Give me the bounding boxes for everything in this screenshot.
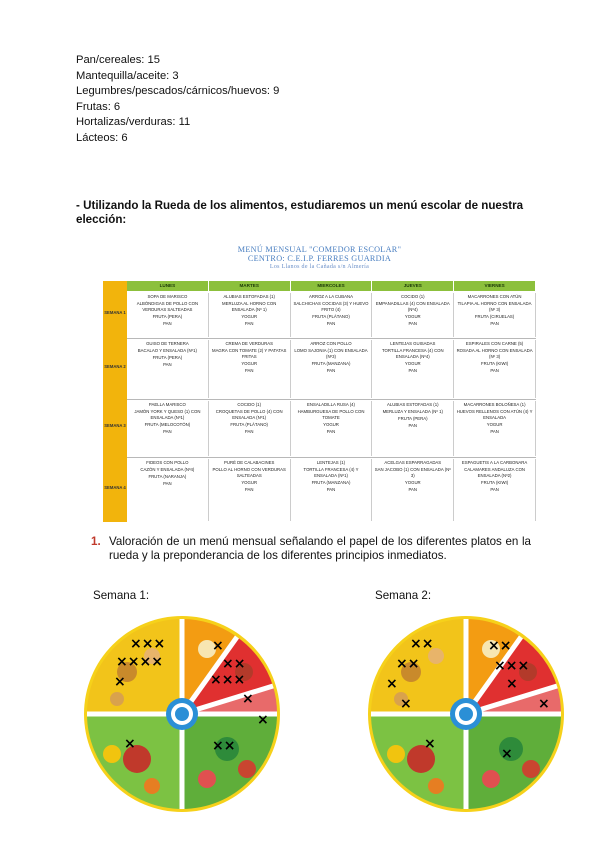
dish-text: CREMA DE VERDURAS (225, 341, 273, 346)
dish-text: PAN (490, 486, 499, 492)
dish-text: PAN (490, 320, 499, 326)
dish-text: FRUTA (PLÁTANO) (230, 421, 268, 427)
dish-text: MACARRONES CON ATÚN (467, 294, 522, 299)
dish-text: YOGUR (404, 360, 421, 366)
dish-text: EMPANADILLAS (4) CON ENSALADA (Nº4) (375, 301, 450, 312)
dish-text: PAN (326, 320, 336, 326)
dish-text: ESPIRALES CON CARNE (5) (465, 341, 524, 346)
dish-text: PAN (244, 367, 254, 373)
dish-text: FRUTA (MANZANA) (311, 479, 351, 485)
dish-text: CROQUETAS DE POLLO (4) CON ENSALADA (Nº1) (215, 409, 283, 420)
svg-text:×: × (242, 691, 254, 707)
week2-label: Semana 2: (375, 589, 432, 602)
dish-text: ENSALADILLA RUSA (4) (306, 402, 355, 407)
dish-text: LENTEJAS (1) (316, 460, 346, 465)
day-header: JUEVES (372, 281, 453, 291)
summary-line: Frutas: 6 (76, 100, 121, 113)
dish-text: SOPA DE MARISCO (147, 294, 188, 299)
dish-text: PURÉ DE CALABACINES (224, 460, 275, 465)
dish-text: LENTEJAS GUISADAS (390, 341, 436, 346)
school-menu-image (103, 241, 536, 522)
menu-cell (209, 340, 291, 398)
dish-text: TILAPIA AL HORNO CON ENSALADA (Nº 3) (457, 301, 532, 312)
food-group-summary (76, 53, 279, 147)
menu-title: MENÚ MENSUAL "COMEDOR ESCOLAR" (237, 245, 402, 254)
dish-text: PAN (163, 362, 172, 368)
day-header: MARTES (209, 281, 290, 291)
dish-text: MERLUZA AL HORNO CON ENSALADA (Nº 1) (222, 301, 277, 312)
svg-text:×××: ××× (210, 672, 246, 688)
svg-text:×: × (424, 736, 436, 752)
dish-text: PAN (408, 320, 418, 326)
menu-cell (209, 293, 291, 337)
svg-text:×: × (501, 746, 513, 762)
dish-text: FIDEOS CON POLLO (146, 460, 189, 465)
menu-cell (127, 293, 209, 337)
svg-text:×: × (257, 712, 269, 728)
menu-cell (209, 401, 291, 456)
dish-text: FRUTA (PLÁTANO) (312, 313, 350, 319)
dish-text: CAZÓN Y ENSALADA (Nº4) (140, 467, 195, 473)
dish-text: FRUTA (KIWI) (481, 360, 509, 366)
menu-table (103, 281, 536, 522)
dish-text: FRUTA (PERA) (152, 313, 183, 319)
dish-text: FRUTA (MELOCOTÓN) (144, 421, 191, 427)
dish-text: SALCHICHAS COCIDAS (3) Y HUEVO FRITO (4) (293, 301, 369, 312)
dish-text: ARROZ CON POLLO (310, 341, 352, 346)
dish-text: FRUTA (KIWI) (481, 479, 509, 485)
dish-text: JAMÓN YORK Y QUESO (1) CON ENSALADA (Nº1) (134, 409, 201, 420)
week-label: SEMANA 2 (104, 363, 126, 369)
day-header: MIERCOLES (291, 281, 372, 291)
dish-text: PAN (490, 428, 499, 434)
dish-text: PAN (408, 486, 418, 492)
dish-text: PAN (244, 320, 254, 326)
menu-cell (454, 401, 536, 456)
menu-cell (372, 459, 454, 521)
dish-text: PAN (163, 320, 172, 326)
section-heading: - Utilizando la Rueda de los alimentos, estudiaremos un menú escolar de nuestra elección: (76, 199, 524, 226)
dish-text: ESPAGUETIS A LA CARBONARA (461, 460, 528, 465)
dish-text: YOGUR (404, 313, 421, 319)
menu-cell (372, 340, 454, 398)
dish-text: PAN (163, 428, 172, 434)
menu-cell (372, 401, 454, 456)
dish-text: COCIDO (1) (400, 294, 425, 299)
menu-cell (291, 340, 373, 398)
svg-text:×: × (386, 676, 398, 692)
dish-text: YOGUR (241, 313, 258, 319)
dish-text: FRUTA (PERA) (152, 355, 183, 361)
dish-text: YOGUR (241, 360, 258, 366)
svg-text:×××: ××× (494, 658, 530, 674)
dish-text: YOGUR (486, 421, 503, 427)
svg-text:××: ×× (222, 656, 246, 672)
menu-cell (291, 459, 373, 521)
menu-title-block (103, 245, 536, 272)
dish-text: MAGRA CON TOMATE (2) Y PATATAS FRITAS (211, 348, 287, 359)
svg-text:××: ×× (212, 738, 236, 754)
dish-text: MACARRONES BOLOÑESA (1) (463, 402, 526, 407)
dish-text: PAELLA MARISCO (148, 402, 186, 407)
menu-cell (372, 293, 454, 337)
question-number: 1. (91, 535, 101, 548)
dish-text: PAN (244, 486, 254, 492)
svg-text:×: × (114, 674, 126, 690)
food-wheel-week2 (366, 608, 566, 820)
dish-text: POLLO AL HORNO CON VERDURAS SALTEADAS (212, 467, 286, 478)
food-wheel-week1 (82, 608, 282, 820)
dish-text: FRUTA (NARANJA) (148, 474, 187, 480)
week-label: SEMANA 3 (104, 423, 126, 428)
svg-text:×: × (400, 696, 412, 712)
menu-cell (454, 459, 536, 521)
summary-line: Legumbres/pescados/cárnicos/huevos: 9 (76, 85, 280, 98)
menu-address: Los Llanos de la Cañada s/n Almería (269, 264, 370, 270)
summary-line: Hortalizas/verduras: 11 (76, 116, 191, 129)
menu-cell (454, 293, 536, 337)
dish-text: PAN (408, 423, 418, 429)
dish-text: ALUBIAS ESTOFADAS (1) (387, 402, 439, 407)
dish-text: BACALAO Y ENSALADA (Nº1) (137, 348, 197, 354)
dish-text: FRUTA (PERA) (398, 416, 428, 422)
dish-text: ACELGAS ESPARRAGADAS (384, 460, 442, 465)
svg-text:××: ×× (396, 656, 420, 672)
menu-cell (127, 340, 209, 398)
menu-cell (209, 459, 291, 521)
dish-text: HAMBURGUESA DE POLLO CON TOMATE (297, 409, 365, 420)
dish-text: FRUTA (CIRUELAS) (474, 313, 515, 319)
day-header: VIERNES (454, 281, 535, 291)
svg-text:×: × (538, 696, 550, 712)
summary-line: Pan/cereales: 15 (76, 54, 160, 66)
dish-text: GUISO DE TERNERA (146, 341, 189, 346)
dish-text: ALBÓNDIGAS DE POLLO CON VERDURAS SALTEADAS (136, 301, 199, 312)
dish-text: PAN (490, 367, 499, 373)
dish-text: YOGUR (323, 421, 339, 427)
dish-text: PAN (408, 367, 418, 373)
dish-text: ARROZ A LA CUBANA (309, 294, 353, 299)
dish-text: CALAMARES ANDALUZA CON ENSALADA (Nº2) (464, 467, 526, 478)
summary-line: Mantequilla/aceite: 3 (76, 69, 179, 82)
question-text: Valoración de un menú mensual señalando el papel de los diferentes platos en la rueda y la preponderancia de los diferentes principios inmediatos. (109, 535, 531, 563)
day-header: LUNES (127, 281, 208, 291)
dish-text: FRUTA (MANZANA) (311, 360, 351, 366)
dish-text: YOGUR (404, 479, 421, 485)
dish-text: TORTILLA FRANCESA (4) CON ENSALADA (Nº4) (381, 348, 444, 359)
dish-text: ALUBIAS ESTOFADAS (1) (223, 294, 275, 299)
menu-cell (127, 459, 209, 521)
dish-text: PAN (326, 428, 336, 434)
svg-text:×: × (124, 736, 136, 752)
menu-cell (454, 340, 536, 398)
menu-cell (291, 401, 373, 456)
summary-line: Lácteos: 6 (76, 131, 128, 144)
week-label: SEMANA 1 (104, 309, 126, 315)
svg-text:××××: ×××× (116, 654, 163, 670)
svg-text:×: × (212, 638, 224, 654)
dish-text: HUEVOS RELLENOS CON ATÚN (4) Y ENSALADA (456, 409, 533, 420)
menu-cell (291, 293, 373, 337)
menu-cell (127, 401, 209, 456)
wheel-sector-green-right (182, 714, 277, 809)
question-1 (91, 535, 531, 563)
dish-text: PAN (244, 428, 254, 434)
dish-text: PAN (326, 486, 336, 492)
dish-text: COCIDO (1) (237, 402, 262, 407)
week-label: SEMANA 4 (104, 484, 126, 490)
dish-text: LOMO SAJONIA (1) CON ENSALADA (Nº3) (294, 348, 368, 359)
menu-school-name: CENTRO: C.E.I.P. FERRES GUARDIA (247, 254, 392, 263)
wheel-sector-green-right (466, 714, 561, 809)
dish-text: ROSADA AL HORNO CON ENSALADA (Nº 3) (456, 348, 533, 359)
svg-text:×××: ××× (130, 636, 166, 652)
dish-text: TORTILLA FRANCESA (4) Y ENSALADA (Nº1) (303, 467, 359, 478)
svg-text:××: ×× (488, 638, 512, 654)
week1-label: Semana 1: (93, 589, 150, 602)
svg-text:×: × (506, 676, 518, 692)
dish-text: SAN JACOBO (1) CON ENSALADA (Nº 3) (374, 467, 451, 478)
dish-text: YOGUR (241, 479, 258, 485)
dish-text: MERLUZA Y ENSALADA (Nº 1) (382, 409, 443, 415)
svg-text:××: ×× (410, 636, 434, 652)
dish-text: PAN (326, 367, 336, 373)
dish-text: PAN (163, 481, 172, 487)
